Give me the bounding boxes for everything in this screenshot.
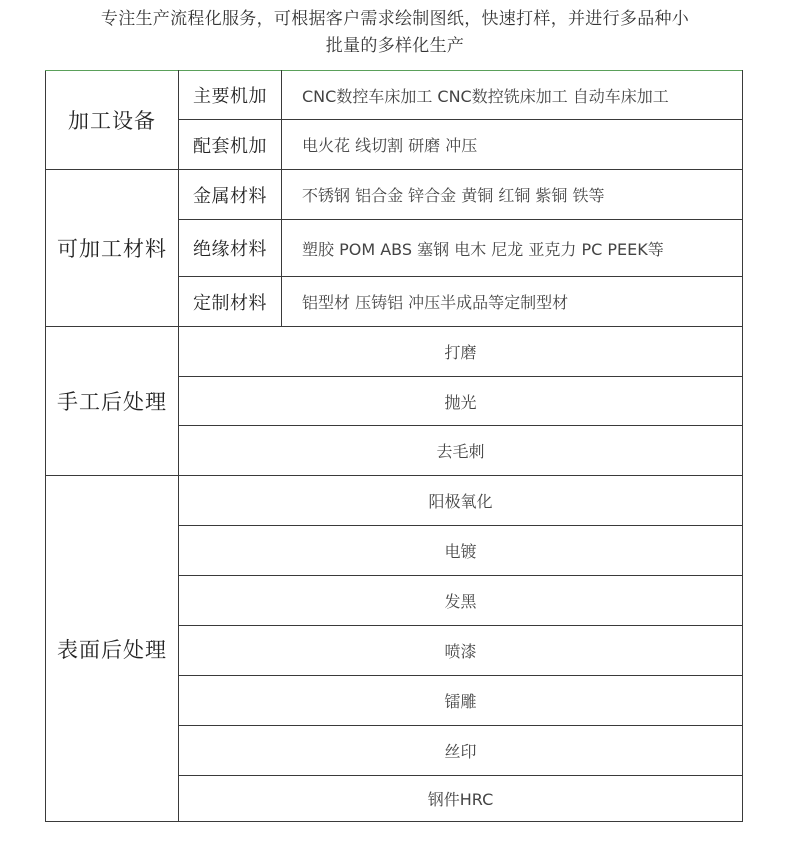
category-manual-post-processing: 手工后处理 xyxy=(46,327,179,476)
list-item: 丝印 xyxy=(179,726,743,776)
category-processing-equipment: 加工设备 xyxy=(46,71,179,170)
table-row xyxy=(46,476,743,526)
row-value: 铝型材 压铸铝 冲压半成品等定制型材 xyxy=(282,277,743,327)
intro-line-2: 批量的多样化生产 xyxy=(325,36,465,56)
row-label: 主要机加 xyxy=(179,71,282,120)
row-label: 金属材料 xyxy=(179,170,282,220)
row-value: 塑胶 POM ABS 塞钢 电木 尼龙 亚克力 PC PEEK等 xyxy=(282,220,743,277)
capability-table xyxy=(45,70,743,822)
row-label: 配套机加 xyxy=(179,120,282,170)
table-row xyxy=(46,71,743,120)
row-label: 定制材料 xyxy=(179,277,282,327)
intro-text xyxy=(60,6,730,60)
list-item: 阳极氧化 xyxy=(179,476,743,526)
list-item: 发黑 xyxy=(179,576,743,626)
list-item: 打磨 xyxy=(179,327,743,377)
category-materials: 可加工材料 xyxy=(46,170,179,327)
list-item: 电镀 xyxy=(179,526,743,576)
table-row xyxy=(46,327,743,377)
list-item: 钢件HRC xyxy=(179,776,743,822)
table-row xyxy=(46,170,743,220)
category-surface-treatment: 表面后处理 xyxy=(46,476,179,822)
list-item: 去毛刺 xyxy=(179,426,743,476)
list-item: 抛光 xyxy=(179,377,743,426)
row-value: 不锈钢 铝合金 锌合金 黄铜 红铜 紫铜 铁等 xyxy=(282,170,743,220)
list-item: 镭雕 xyxy=(179,676,743,726)
row-value: 电火花 线切割 研磨 冲压 xyxy=(282,120,743,170)
intro-line-1: 专注生产流程化服务，可根据客户需求绘制图纸，快速打样，并进行多品种小 xyxy=(100,9,690,29)
list-item: 喷漆 xyxy=(179,626,743,676)
row-label: 绝缘材料 xyxy=(179,220,282,277)
row-value: CNC数控车床加工 CNC数控铣床加工 自动车床加工 xyxy=(282,71,743,120)
